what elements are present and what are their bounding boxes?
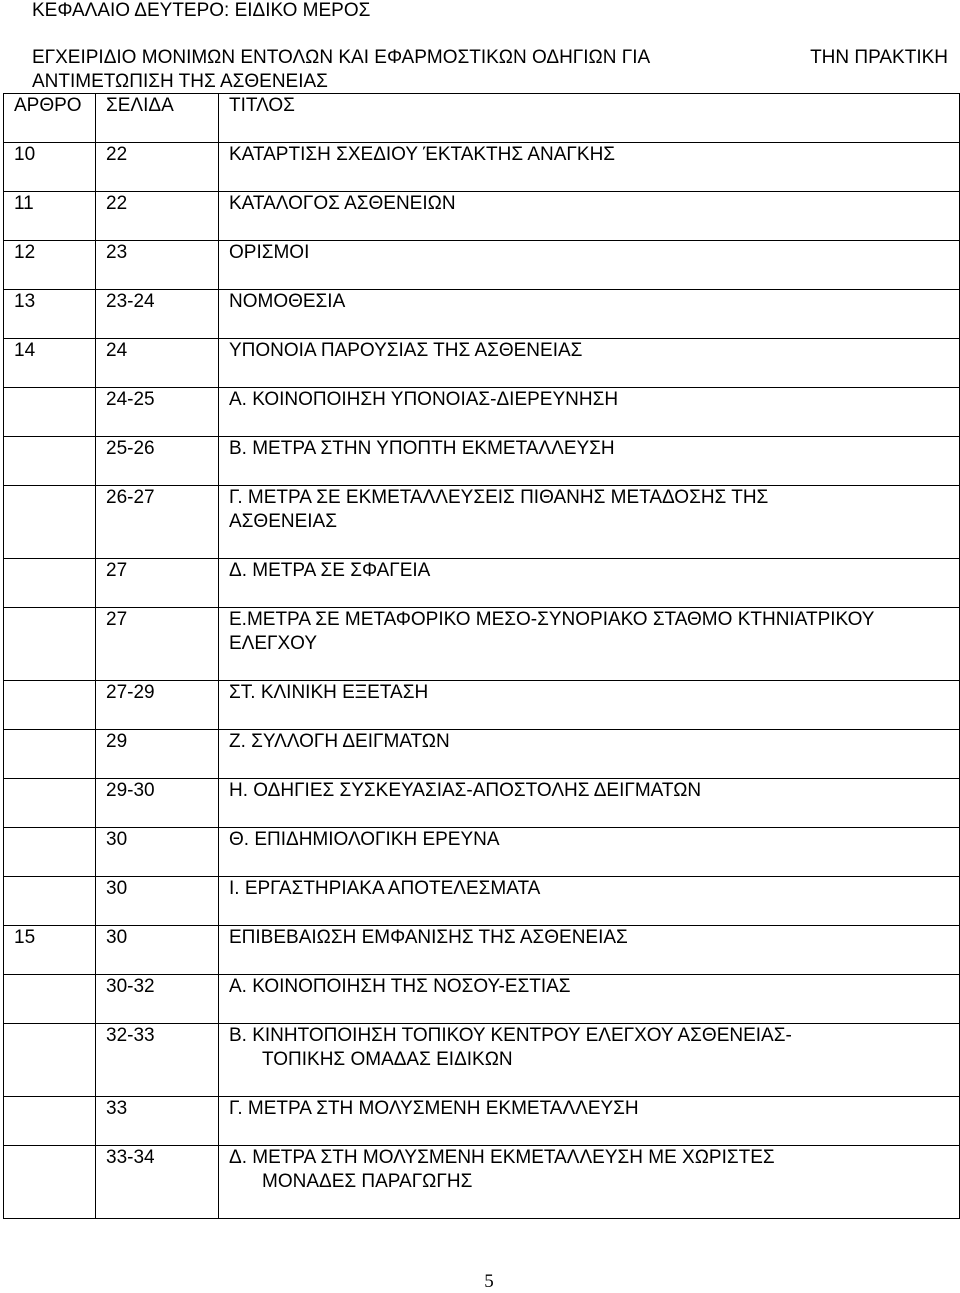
cell-article [4,681,96,730]
table-row [4,486,960,559]
cell-page: 24 [96,339,219,388]
cell-article [4,559,96,608]
cell-page: 30 [96,926,219,975]
table-row [4,828,960,877]
document-subtitle [32,46,948,94]
cell-article: 13 [4,290,96,339]
table-row [4,681,960,730]
cell-title [219,608,960,681]
cell-title [219,779,960,828]
header-title: ΤΙΤΛΟΣ [219,94,960,143]
cell-title [219,975,960,1024]
header-page: ΣΕΛΙΔΑ [96,94,219,143]
cell-page: 24-25 [96,388,219,437]
title-line-continued: ΕΛΕΓΧΟΥ [229,633,318,654]
title-line: ΕΠΙΒΕΒΑΙΩΣΗ ΕΜΦΑΝΙΣΗΣ ΤΗΣ ΑΣΘΕΝΕΙΑΣ [229,927,628,948]
cell-page: 27 [96,608,219,681]
table-row [4,730,960,779]
table-row [4,388,960,437]
chapter-heading: ΚΕΦΑΛΑΙΟ ΔΕΥΤΕΡΟ: ΕΙΔΙΚΟ ΜΕΡΟΣ [32,0,371,21]
subtitle-line-1 [32,46,948,70]
table-row [4,437,960,486]
header-article: ΑΡΘΡΟ [4,94,96,143]
cell-article: 11 [4,192,96,241]
cell-title [219,681,960,730]
subtitle-line-2: ΑΝΤΙΜΕΤΩΠΙΣΗ ΤΗΣ ΑΣΘΕΝΕΙΑΣ [32,71,328,92]
table-row [4,339,960,388]
cell-article [4,1024,96,1097]
title-line: Δ. ΜΕΤΡΑ ΣΕ ΣΦΑΓΕΙΑ [229,560,431,581]
cell-title [219,730,960,779]
cell-article [4,1146,96,1219]
cell-title [219,290,960,339]
table-row [4,241,960,290]
title-line: Β. ΚΙΝΗΤΟΠΟΙΗΣΗ ΤΟΠΙΚΟΥ ΚΕΝΤΡΟΥ ΕΛΕΓΧΟΥ ΑΣΘΕΝΕΙΑΣ- [229,1025,792,1046]
table-row [4,290,960,339]
title-line: ΚΑΤΑΛΟΓΟΣ ΑΣΘΕΝΕΙΩΝ [229,193,456,214]
cell-article [4,608,96,681]
table-row [4,926,960,975]
cell-title [219,1097,960,1146]
cell-article [4,828,96,877]
title-line: Δ. ΜΕΤΡΑ ΣΤΗ ΜΟΛΥΣΜΕΝΗ ΕΚΜΕΤΑΛΛΕΥΣΗ ΜΕ ΧΩΡΙΣΤΕΣ [229,1147,775,1168]
subtitle-line-1-left: ΕΓΧΕΙΡΙΔΙΟ ΜΟΝΙΜΩΝ ΕΝΤΟΛΩΝ ΚΑΙ ΕΦΑΡΜΟΣΤΙΚΩΝ ΟΔΗΓΙΩΝ ΓΙΑ [32,47,651,68]
cell-page: 25-26 [96,437,219,486]
cell-page: 22 [96,143,219,192]
table-row [4,143,960,192]
cell-title [219,339,960,388]
title-line: Α. ΚΟΙΝΟΠΟΙΗΣΗ ΥΠΟΝΟΙΑΣ-ΔΙΕΡΕΥΝΗΣΗ [229,389,619,410]
cell-page: 32-33 [96,1024,219,1097]
table-row [4,1097,960,1146]
title-line: Β. ΜΕΤΡΑ ΣΤΗΝ ΥΠΟΠΤΗ ΕΚΜΕΤΑΛΛΕΥΣΗ [229,438,615,459]
table-row [4,608,960,681]
title-line: Ε.ΜΕΤΡΑ ΣΕ ΜΕΤΑΦΟΡΙΚΟ ΜΕΣΟ-ΣΥΝΟΡΙΑΚΟ ΣΤΑΘΜΟ ΚΤΗΝΙΑΤΡΙΚΟΥ [229,609,875,630]
table-header-row [4,94,960,143]
title-line: Η. ΟΔΗΓΙΕΣ ΣΥΣΚΕΥΑΣΙΑΣ-ΑΠΟΣΤΟΛΗΣ ΔΕΙΓΜΑΤΩΝ [229,780,702,801]
table-row [4,559,960,608]
cell-article [4,486,96,559]
title-line-continued: ΑΣΘΕΝΕΙΑΣ [229,511,337,532]
cell-page: 30 [96,828,219,877]
cell-title [219,388,960,437]
cell-title [219,143,960,192]
title-line: ΚΑΤΑΡΤΙΣΗ ΣΧΕΔΙΟΥ ΈΚΤΑΚΤΗΣ ΑΝΑΓΚΗΣ [229,144,616,165]
cell-page: 23-24 [96,290,219,339]
title-line-continued: ΤΟΠΙΚΗΣ ΟΜΑΔΑΣ ΕΙΔΙΚΩΝ [262,1049,513,1070]
cell-page: 29-30 [96,779,219,828]
cell-page: 22 [96,192,219,241]
cell-article [4,1097,96,1146]
cell-page: 27-29 [96,681,219,730]
cell-page: 23 [96,241,219,290]
table-row [4,1024,960,1097]
cell-article: 15 [4,926,96,975]
cell-article: 14 [4,339,96,388]
title-line: ΟΡΙΣΜΟΙ [229,242,310,263]
cell-article: 10 [4,143,96,192]
cell-title [219,241,960,290]
cell-article [4,437,96,486]
title-line: Ι. ΕΡΓΑΣΤΗΡΙΑΚΑ ΑΠΟΤΕΛΕΣΜΑΤΑ [229,878,541,899]
cell-page: 33-34 [96,1146,219,1219]
cell-page: 30-32 [96,975,219,1024]
cell-article [4,388,96,437]
page-number: 5 [484,1271,494,1292]
cell-article [4,779,96,828]
cell-page: 26-27 [96,486,219,559]
title-line: Ζ. ΣΥΛΛΟΓΗ ΔΕΙΓΜΑΤΩΝ [229,731,450,752]
cell-title [219,877,960,926]
cell-title [219,559,960,608]
table-row [4,779,960,828]
title-line: ΥΠΟΝΟΙΑ ΠΑΡΟΥΣΙΑΣ ΤΗΣ ΑΣΘΕΝΕΙΑΣ [229,340,583,361]
cell-title [219,486,960,559]
cell-article [4,975,96,1024]
title-line: Γ. ΜΕΤΡΑ ΣΤΗ ΜΟΛΥΣΜΕΝΗ ΕΚΜΕΤΑΛΛΕΥΣΗ [229,1098,639,1119]
cell-title [219,926,960,975]
contents-table [3,93,960,1219]
cell-page: 30 [96,877,219,926]
table-row [4,975,960,1024]
title-line-continued: ΜΟΝΑΔΕΣ ΠΑΡΑΓΩΓΗΣ [262,1171,473,1192]
table-row [4,192,960,241]
title-line: Γ. ΜΕΤΡΑ ΣΕ ΕΚΜΕΤΑΛΛΕΥΣΕΙΣ ΠΙΘΑΝΗΣ ΜΕΤΑΔΟΣΗΣ ΤΗΣ [229,487,769,508]
cell-page: 33 [96,1097,219,1146]
cell-title [219,1146,960,1219]
cell-page: 27 [96,559,219,608]
title-line: ΣΤ. ΚΛΙΝΙΚΗ ΕΞΕΤΑΣΗ [229,682,429,703]
cell-title [219,828,960,877]
table-row [4,877,960,926]
cell-title [219,437,960,486]
cell-title [219,1024,960,1097]
cell-article: 12 [4,241,96,290]
title-line: Θ. ΕΠΙΔΗΜΙΟΛΟΓΙΚΗ ΕΡΕΥΝΑ [229,829,500,850]
subtitle-line-1-right: ΤΗΝ ΠΡΑΚΤΙΚΗ [810,47,948,68]
title-line: Α. ΚΟΙΝΟΠΟΙΗΣΗ ΤΗΣ ΝΟΣΟΥ-ΕΣΤΙΑΣ [229,976,571,997]
cell-title [219,192,960,241]
table-row [4,1146,960,1219]
cell-page: 29 [96,730,219,779]
cell-article [4,730,96,779]
title-line: ΝΟΜΟΘΕΣΙΑ [229,291,346,312]
cell-article [4,877,96,926]
